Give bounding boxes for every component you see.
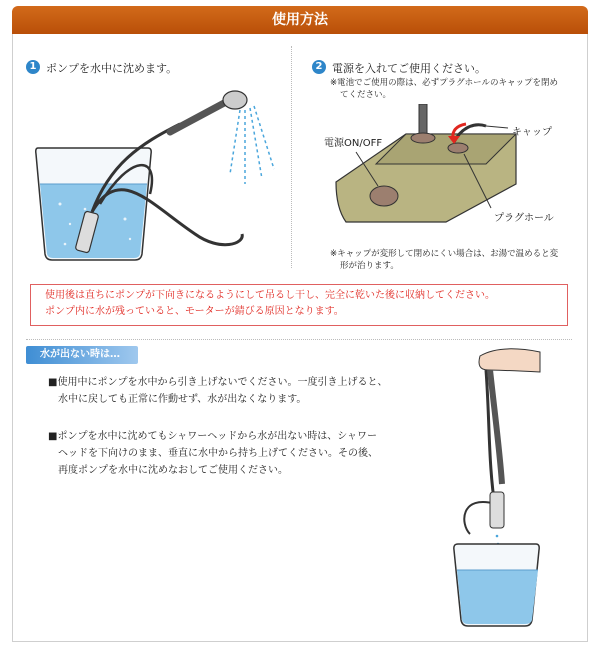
step-2-note-line-2: てください。 — [340, 90, 392, 100]
step-1-instruction: ポンプを水中に沈めます。 — [46, 62, 178, 75]
warning-line-2: ポンプ内に水が残っていると、モーターが錆びる原因となります。 — [45, 306, 344, 317]
trouble-bullet-2-line-2: ヘッドを下向けのまま、垂直に水中から持ち上げてください。その後、 — [58, 448, 378, 459]
trouble-bullet-1 — [48, 374, 387, 408]
no-water-tag: 水が出ない時は… — [26, 346, 138, 364]
step-2-footnote-line-2: 形が治ります。 — [340, 261, 399, 271]
trouble-bullet-2 — [48, 428, 378, 479]
trouble-bullet-2-line-3: 再度ポンプを水中に沈めなおしてご使用ください。 — [58, 465, 288, 476]
label-cap: キャップ — [512, 127, 552, 138]
step-2-instruction: 電源を入れてご使用ください。 — [332, 62, 486, 75]
section-title: 使用方法 — [272, 12, 328, 28]
section-header — [12, 6, 588, 34]
step-1-number-badge: 1 — [26, 60, 40, 74]
trouble-bullet-2-line-1: ■ポンプを水中に沈めてもシャワーヘッドから水が出ない時は、シャワー — [48, 431, 378, 442]
column-divider — [291, 46, 292, 268]
trouble-bullet-1-line-2: 水中に戻しても正常に作動せず、水が出なくなります。 — [58, 394, 307, 405]
pump-in-water-illustration — [30, 84, 280, 264]
step-2-footnote-line-1: ※キャップが変形して閉めにくい場合は、お湯で温めると変 — [330, 249, 559, 259]
trouble-bullet-1-line-1: ■使用中にポンプを水中から引き上げないでください。一度引き上げると、 — [48, 377, 388, 388]
warning-box — [30, 284, 568, 326]
step-2-note-line-1: ※電池でご使用の際は、必ずプラグホールのキャップを閉め — [330, 78, 558, 88]
lift-pump-illustration — [440, 344, 560, 634]
label-plug-hole: プラグホール — [494, 213, 554, 224]
step-2-number-badge: 2 — [312, 60, 326, 74]
section-separator — [26, 339, 572, 340]
warning-line-1: 使用後は直ちにポンプが下向きになるようにして吊るし干し、完全に乾いた後に収納してください。 — [45, 290, 495, 301]
label-power-switch: 電源ON/OFF — [324, 138, 383, 149]
